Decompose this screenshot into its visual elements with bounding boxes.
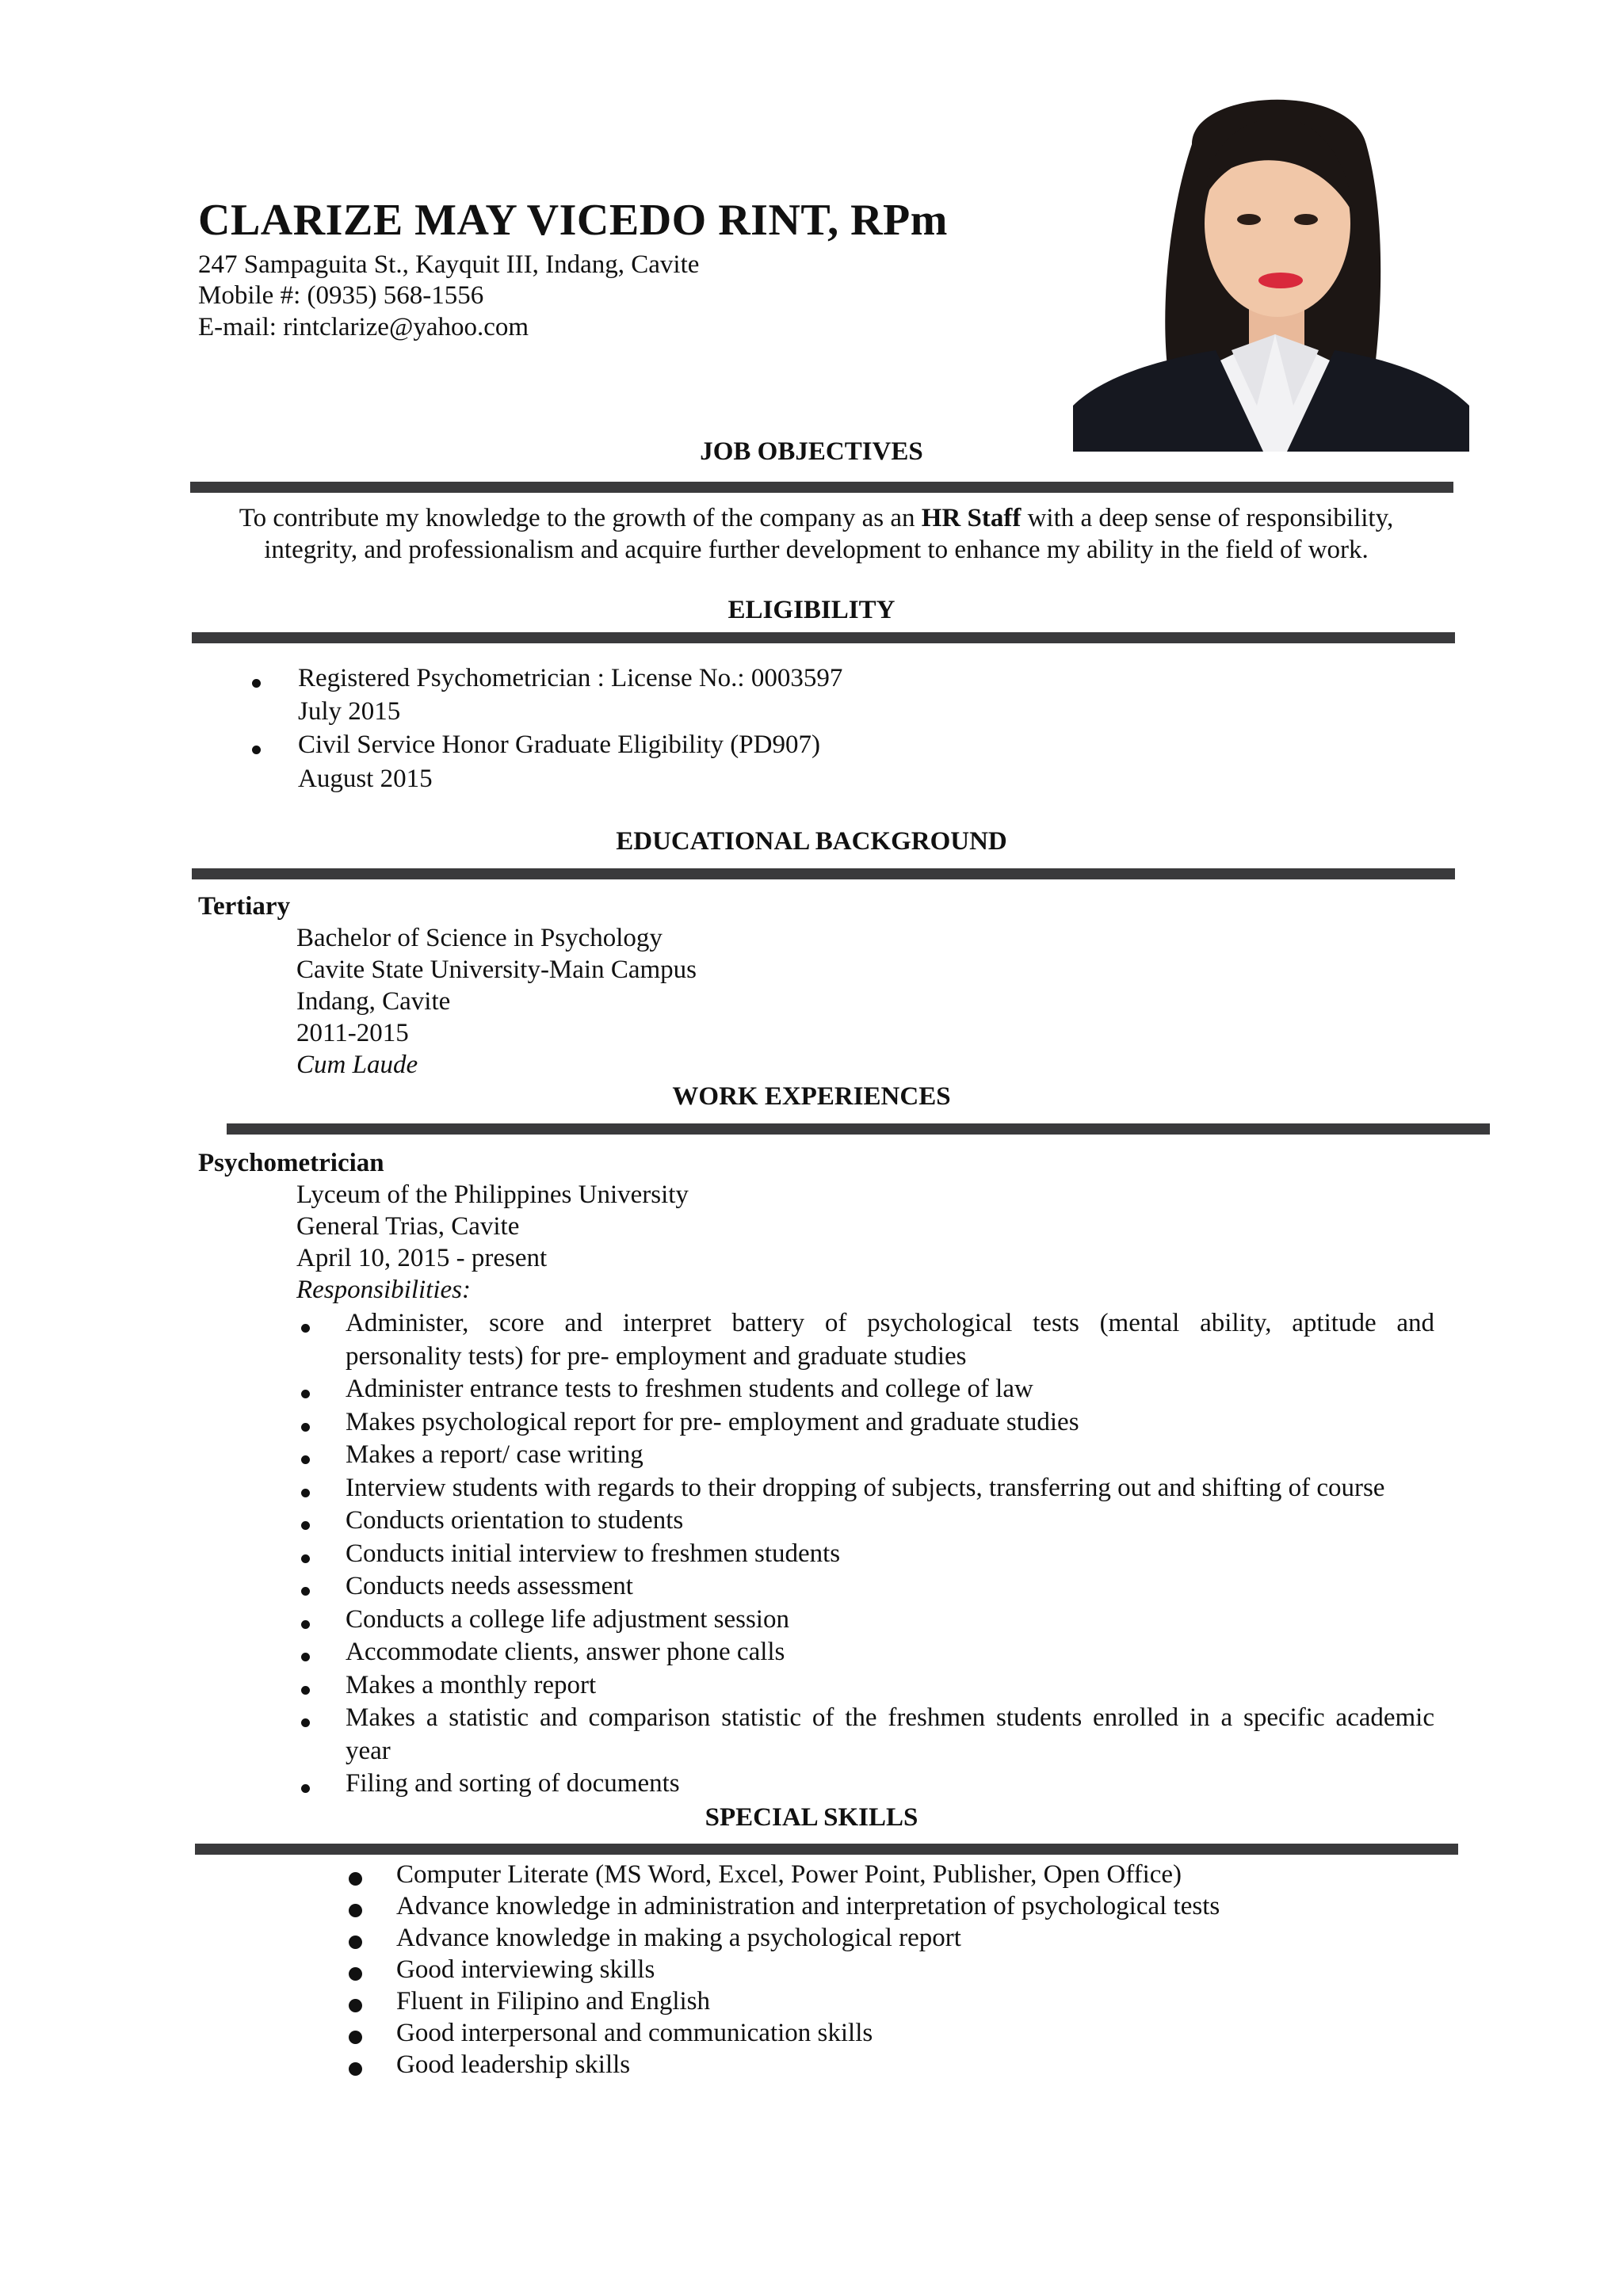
- bullet-icon: [301, 1718, 310, 1727]
- section-divider: [192, 632, 1455, 643]
- section-title-education: EDUCATIONAL BACKGROUND: [616, 827, 1007, 856]
- applicant-name: CLARIZE MAY VICEDO RINT, RPm: [198, 196, 948, 245]
- section-title-skills: SPECIAL SKILLS: [705, 1803, 918, 1832]
- education-school: Cavite State University-Main Campus: [296, 955, 697, 984]
- section-title-eligibility: ELIGIBILITY: [727, 596, 896, 624]
- skill-item: Advance knowledge in administration and interpretation of psychological tests: [396, 1892, 1220, 1920]
- bullet-icon: [349, 2062, 362, 2076]
- eligibility-date: August 2015: [298, 765, 433, 793]
- portrait-illustration: [1073, 73, 1469, 452]
- eligibility-item: Registered Psychometrician : License No.: 0003597: [298, 664, 843, 692]
- work-period: April 10, 2015 - present: [296, 1244, 548, 1272]
- eligibility-item: Civil Service Honor Graduate Eligibility (PD907): [298, 730, 820, 759]
- bullet-icon: [301, 1390, 310, 1398]
- objective-line-1: [0, 504, 1623, 533]
- bullet-icon: [301, 1784, 310, 1793]
- responsibilities-label: Responsibilities:: [296, 1276, 471, 1304]
- responsibility-item: Makes psychological report for pre- employment and graduate studies: [346, 1407, 1079, 1436]
- responsibility-item: year: [346, 1736, 391, 1765]
- bullet-icon: [301, 1423, 310, 1432]
- skill-item: Good leadership skills: [396, 2050, 631, 2079]
- bullet-icon: [301, 1554, 310, 1563]
- bullet-icon: [252, 679, 261, 688]
- email-address: E-mail: rintclarize@yahoo.com: [198, 313, 529, 341]
- mobile-number: Mobile #: (0935) 568-1556: [198, 281, 484, 310]
- bullet-icon: [301, 1489, 310, 1497]
- responsibility-item: Conducts initial interview to freshmen students: [346, 1539, 841, 1568]
- objective-text: with a deep sense of responsibility,: [1021, 504, 1394, 532]
- profile-photo: [1073, 73, 1469, 452]
- skill-item: Good interviewing skills: [396, 1955, 655, 1984]
- education-honor: Cum Laude: [296, 1051, 418, 1079]
- section-title-work: WORK EXPERIENCES: [672, 1082, 951, 1111]
- bullet-icon: [349, 2031, 362, 2044]
- bullet-icon: [301, 1324, 310, 1333]
- section-divider: [195, 1844, 1458, 1855]
- responsibility-item: personality tests) for pre- employment and graduate studies: [346, 1341, 967, 1371]
- section-divider: [190, 482, 1453, 493]
- eligibility-date: July 2015: [298, 697, 401, 726]
- responsibility-item: Conducts needs assessment: [346, 1572, 633, 1600]
- bullet-icon: [349, 1872, 362, 1886]
- section-divider: [192, 868, 1455, 879]
- bullet-icon: [301, 1686, 310, 1695]
- work-company: Lyceum of the Philippines University: [296, 1180, 689, 1209]
- address: 247 Sampaguita St., Kayquit III, Indang, Cavite: [198, 250, 700, 279]
- bullet-icon: [349, 1967, 362, 1981]
- bullet-icon: [349, 1999, 362, 2012]
- work-position: Psychometrician: [198, 1149, 384, 1177]
- responsibility-item: Conducts orientation to students: [346, 1506, 684, 1535]
- bullet-icon: [349, 1936, 362, 1949]
- bullet-icon: [301, 1521, 310, 1530]
- responsibility-item: Conducts a college life adjustment session: [346, 1604, 789, 1634]
- objective-text: To contribute my knowledge to the growth of the company as an: [239, 504, 922, 532]
- responsibility-item: Administer, score and interpret battery of psychological tests (mental ability, aptitude and: [346, 1309, 1434, 1337]
- responsibility-item: Accommodate clients, answer phone calls: [346, 1638, 785, 1666]
- education-location: Indang, Cavite: [296, 987, 451, 1016]
- section-title-job-objectives: JOB OBJECTIVES: [700, 437, 923, 466]
- bullet-icon: [349, 1904, 362, 1917]
- bullet-icon: [301, 1587, 310, 1596]
- bullet-icon: [301, 1653, 310, 1661]
- responsibility-item: Filing and sorting of documents: [346, 1769, 680, 1798]
- education-years: 2011-2015: [296, 1019, 409, 1047]
- skill-item: Good interpersonal and communication skills: [396, 2019, 873, 2047]
- education-degree: Bachelor of Science in Psychology: [296, 924, 663, 952]
- responsibility-item: Makes a report/ case writing: [346, 1440, 643, 1469]
- bullet-icon: [301, 1455, 310, 1464]
- work-location: General Trias, Cavite: [296, 1212, 520, 1241]
- section-divider: [227, 1123, 1490, 1135]
- education-level: Tertiary: [198, 892, 291, 921]
- skill-item: Fluent in Filipino and English: [396, 1987, 711, 2016]
- responsibility-item: Makes a statistic and comparison statistic of the freshmen students enrolled in a specific academic: [346, 1703, 1434, 1732]
- skill-item: Computer Literate (MS Word, Excel, Power Point, Publisher, Open Office): [396, 1860, 1182, 1889]
- objective-highlight: HR Staff: [921, 504, 1022, 532]
- bullet-icon: [252, 746, 261, 754]
- bullet-icon: [301, 1620, 310, 1629]
- responsibility-item: Makes a monthly report: [346, 1670, 597, 1699]
- responsibility-item: Administer entrance tests to freshmen students and college of law: [346, 1375, 1033, 1403]
- responsibility-item: Interview students with regards to their dropping of subjects, transferring out and shifting of course: [346, 1473, 1385, 1502]
- skill-item: Advance knowledge in making a psychological report: [396, 1924, 961, 1952]
- objective-line-2: integrity, and professionalism and acquire further development to enhance my ability in the field of work.: [264, 536, 1369, 564]
